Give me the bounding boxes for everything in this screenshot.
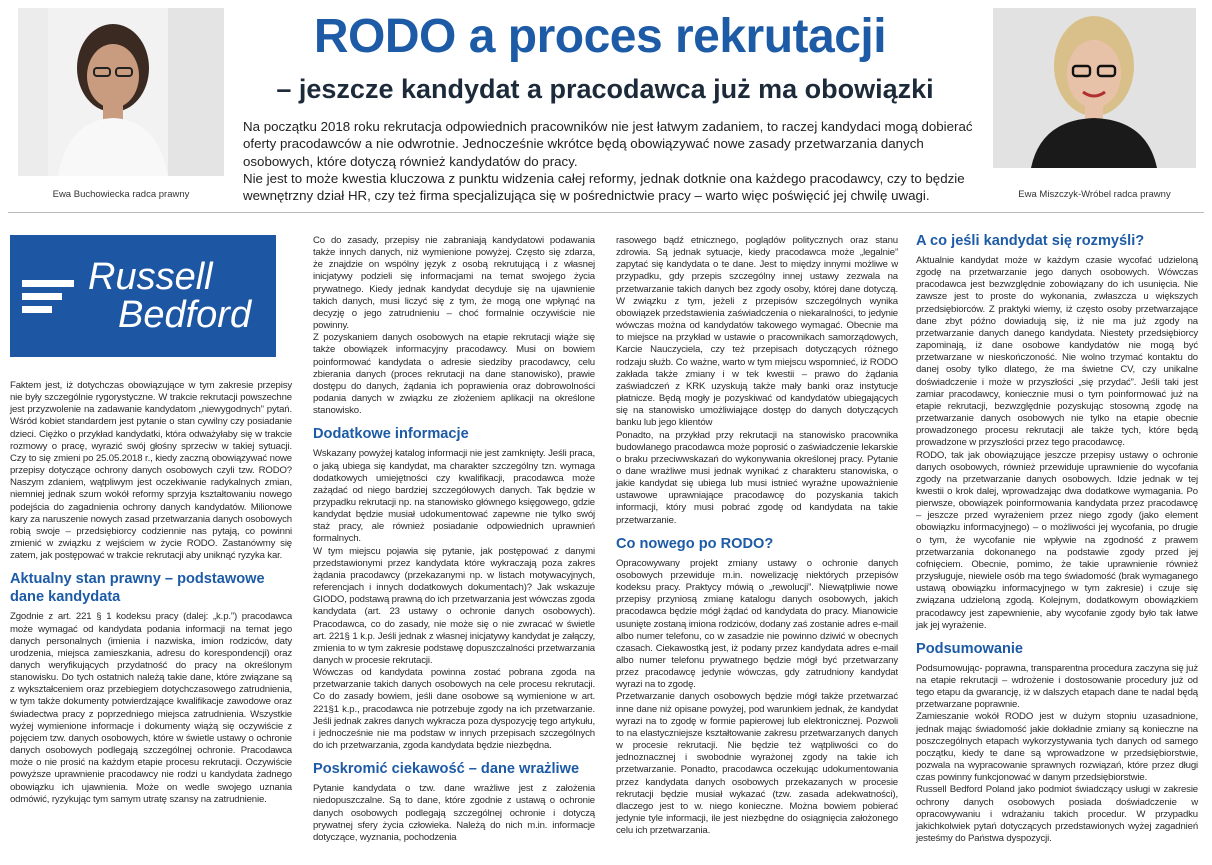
section-heading: Aktualny stan prawny – podstawowe dane kandydata [10, 571, 265, 606]
article-column-3 [616, 235, 898, 837]
body-paragraph: Zamieszanie wokół RODO jest w dużym stopniu uzasadnione, jednak mając świadomość jakie dokładnie zmiany są konieczne na poszczególnych etapach wykorzystywania tych danych od samego początku, kiedy te dane są wprowadzone w przedsiębiorstwie, pozwala na wypracowanie sprawnych rozwiązań, które przez długi czas powinny funkcjonować w danym przedsiębiorstwie. [916, 711, 1198, 784]
body-paragraph: Wówczas od kandydata powinna zostać pobrana zgoda na przetwarzanie takich danych osobowych na cele procesu rekrutacji. Co do zasady bowiem, jeśli dane osobowe są wymienione w art. 221§1 k.p., pracodawca nie potrzebuje zgody na ich przetwarzanie. Jeśli jednak zakres danych wykracza poza dyspozycję tego artykułu, i jednocześnie nie ma podstaw w innych przepisach szczególnych do ich przetwarzania, zgoda kandydata będzie niezbędna. [313, 667, 595, 752]
page-title: RODO a proces rekrutacji [313, 10, 887, 63]
body-paragraph: Podsumowując- poprawna, transparentna procedura zaczyna się już na etapie rekrutacji – wdrożenie i dostosowanie procedury już od tego etapu da gwarancję, iż w dalszych etapach dane te nadal będą przetwarzane poprawnie. [916, 662, 1198, 711]
body-paragraph: Co do zasady, przepisy nie zabraniają kandydatowi podawania także innych danych, niż wymienione powyżej. Często się zdarza, że znajdzie on wspólny język z osobą rekrutującą i z własnej inicjatywy podzieli się informacjami na temat swojego życia prywatnego. Kiedy jednak kandydat decyduje się na ujawnienie takich danych, musi liczyć się z tym, że mogą one wpłynąć na decyzję o jego zatrudnieniu – choć formalnie oczywiście nie powinny. [313, 235, 595, 332]
lead-text-1: Na początku 2018 roku rekrutacja odpowiednich pracowników nie jest łatwym zadaniem, to raczej kandydaci mogą dobierać oferty pracodawców a nie odwrotnie. Jednocześnie wkrótce będą obowiązywać nowe zasady przetwarzania danych osobowych, które dotyczą również kandydatów do pracy. [243, 119, 973, 169]
body-paragraph: Russell Bedford Poland jako podmiot świadczący usługi w zakresie ochrony danych osobowych posiada doświadczenie w opracowywaniu i wdrażaniu takich procedur. W przypadku jakichkolwiek pytań dotyczących przedstawionych wyżej zagadnień jesteśmy do Państwa dyspozycji. [916, 784, 1198, 845]
russell-bedford-logo [10, 235, 276, 357]
section-heading: Dodatkowe informacje [313, 426, 469, 443]
section-heading: A co jeśli kandydat się rozmyśli? [916, 233, 1145, 249]
divider [8, 212, 1204, 213]
body-paragraph: Zgodnie z art. 221 § 1 kodeksu pracy (dalej: „k.p.”) pracodawca może wymagać od kandydata podania informacji na temat jego danych personalnych (imienia i nazwiska, imion rodziców, daty urodzenia, miejsca zamieszkania, adresu do korespondencji) oraz danych weryfikujących przydatność do pracy na określonym stanowisku. Do tych ostatnich należą takie dane, które związane są z wykształceniem oraz przebiegiem dotychczasowego zatrudnienia, w tym także dokumenty potwierdzające kwalifikacje zawodowe oraz świadectwa pracy z poprzedniego miejsca zatrudnienia. Wszystkie wyżej wymienione informacje i dokumenty wiążą się oczywiście z pojęciem tzw. danych osobowych, które w świetle ustawy o ochronie danych osobowych podlegają szczególnej ochronie. Pracodawca może o nie prosić na każdym etapie procesu rekrutacji. Oczywiście powyższe uprawnienie pracodawcy nie rodzi u kandydata żadnego obowiązku ich ujawnienia. Może on wedle swojego uznania odmówić, ryzykując tym samym utratę szansy na zatrudnienie. [10, 611, 292, 805]
logo-wordmark [88, 258, 251, 334]
lead-text-2: Nie jest to może kwestia kluczowa z punktu widzenia całej reformy, jednak dotknie ona każdego pracodawcy, czy to będzie wewnętrzny dział HR, czy też firma specjalizująca się w pośrednictwie pracy – warto więc poświęcić jej chwilę uwagi. [243, 170, 965, 204]
page-subtitle: – jeszcze kandydat a pracodawca już ma obowiązki [276, 74, 934, 104]
section-heading: Poskromić ciekawość – dane wrażliwe [313, 761, 580, 778]
portrait-image [18, 8, 224, 176]
body-paragraph: Pytanie kandydata o tzw. dane wrażliwe jest z założenia niedopuszczalne. Są to dane, które zgodnie z ustawą o ochronie danych osobowych podlegają szczególnej ochronie i dotyczą prywatnej sfery życia człowieka. Należą do nich m.in. informacje dotyczące, wyznania, pochodzenia [313, 783, 595, 843]
author-photo-left [18, 8, 224, 176]
body-paragraph: Z pozyskaniem danych osobowych na etapie rekrutacji wiąże się także obowiązek informacyjny pracodawcy. Musi on bowiem poinformować kandydata o adresie siedziby pracodawcy, celu zbierania danych (proces rekrutacji na dane stanowisko), prawie dostępu do danych, żądania ich poprawienia oraz dobrowolności podania danych w związku ze złożeniem aplikacji na określone stanowisko. [313, 332, 595, 417]
body-paragraph: Aktualnie kandydat może w każdym czasie wycofać udzieloną zgodę na przetwarzanie jego danych osobowych. Wówczas pracodawca jest bezwzględnie zobowiązany do ich usunięcia. Nie zawsze jest to proste do wykonania, zwłaszcza u większych przedsiębiorców. Z praktyki wiemy, iż często osoby przetwarzające dane zbyt późno dowiadują się, iż nie ma już zgody na przetwarzanie danych danego kandydata. Niestety przedsiębiorcy zapominają, iż dane osobowe kandydatów nie mogą być przetwarzane w nieskończoność. Nie wolno trzymać kontaktu do danej osoby tylko dlatego, że ma świetne CV, czy unikalne doświadczenie i może w przyszłości „się przydać”. Jeśli taki jest zamiar pracodawcy, koniecznie musi o tym poinformować już na etapie rekrutacji, bezwzględnie pozyskując stosowną zgodę na przetwarzanie danych osobowych nie tylko na etapie obecnie prowadzonego procesu rekrutacji ale także tych, które będą prowadzone w przyszłości przez tego pracodawcę. [916, 255, 1198, 449]
body-paragraph: Faktem jest, iż dotychczas obowiązujące w tym zakresie przepisy nie były szczególnie rygorystyczne. W trakcie rekrutacji powszechne jest przyzwolenie na zadawanie kandydatom „niewygodnych” pytań. Wśród kobiet standardem jest pytanie o stan cywilny czy posiadanie dzieci. Ciężko o przykład kandydatki, która odważyłaby się w trakcie rozmowy o pracę, wyrazić swój głośny sprzeciw w takiej sytuacji. Czy to się zmieni po 25.05.2018 r., kiedy zaczną obowiązywać nowe przepisy dotyczące ochrony danych osobowych czyli tzw. RODO? Naszym zdaniem, wątpliwym jest oczekiwanie radykalnych zmian, niemniej jednak szum wokół reformy sprzyja kształtowaniu nowego podejścia do zagadnienia ochrony danych kandydatów. Milionowe kary za naruszenie nowych zasad przetwarzania danych osobowych robią swoje – przedsiębiorcy codziennie nas pytają, co powinni zmienić w związku z wejściem w życie RODO. Zastanówmy się zatem, jak postępować w trakcie rekrutacji aby uniknąć ryzyka kar. [10, 380, 292, 562]
author-photo-right [993, 8, 1196, 168]
author-caption-left: Ewa Buchowiecka radca prawny [52, 189, 190, 200]
section-heading: Podsumowanie [916, 640, 1024, 657]
logo-line-1: Russell [88, 256, 213, 298]
article-column-1 [10, 380, 292, 806]
logo-line-2: Bedford [118, 294, 252, 336]
logo-mark-icon [22, 280, 74, 313]
body-paragraph: Wskazany powyżej katalog informacji nie jest zamknięty. Jeśli praca, o jaką ubiega się kandydat, ma charakter szczególny tzn. wymaga dodatkowych umiejętności czy kwalifikacji, pracodawca może zażądać od niego bardziej szczegółowych danych. Tak będzie w przypadku rekrutacji np. na stanowisko głównego księgowego, gdzie kandydat będzie musiał udokumentować zapewne nie tylko swój staż pracy, ale również posiadanie odpowiednich uprawnień formalnych. [313, 448, 595, 545]
author-caption-right: Ewa Miszczyk-Wróbel radca prawny [1018, 189, 1171, 200]
section-heading: Co nowego po RODO? [616, 535, 774, 552]
body-paragraph: W tym miejscu pojawia się pytanie, jak postępować z danymi przedstawionymi przez kandydata które wykraczają poza zakres żądania pracodawcy (przekazanymi np. w listach motywacyjnych, referencjach i innych dodatkowych dokumentach)? Jak wskazuje GIODO, podstawą prawną do ich przetwarzania jest wówczas zgoda kandydata (art. 23 ustawy o ochronie danych osobowych). Pracodawca, co do zasady, nie może się o nie zwracać w świetle art. 221§ 1 k.p. Jeśli jednak z własnej inicjatywy kandydat je załączy, zmienia to w tym zakresie podstawę dopuszczalności przetwarzania danych w procesie rekrutacji. [313, 545, 595, 666]
body-paragraph: Opracowywany projekt zmiany ustawy o ochronie danych osobowych przewiduje m.in. nowelizację niektórych przepisów kodeksu pracy. Praktycy mówią o „rewolucji”. Niewątpliwie nowe przepisy przyniosą zmianę katalogu danych osobowych, jakich pracodawca będzie mógł żądać od kandydata do pracy. Mianowicie usunięte zostaną imiona rodziców, dodany zaś zostanie adres e-mail albo numer telefonu, co w zasadzie nie powinno dziwić w obecnych czasach. Ciekawostką jest, iż podany przez kandydata adres e-mail albo numer telefonu prywatnego będzie mógł być przetwarzany przez pracodawcę jedynie wówczas, gdy zatrudniony kandydat wyrazi na to zgodę. [616, 557, 898, 691]
article-column-4 [916, 232, 1198, 845]
body-paragraph: RODO, tak jak obowiązujące jeszcze przepisy ustawy o ochronie danych osobowych, również przewiduje uprawnienie do wycofania zgody na przetwarzanie danych osobowych. Idzie jednak w tej kwestii o krok dalej, wprowadzając dwa dodatkowe wymagania. Po pierwsze, obowiązek poinformowania kandydata przez pracodawcę – jeszcze przed wyrażeniem przez niego zgody (jako element obowiązku informacyjnego) – o możliwości jej wycofania, po drugie o tym, że wycofanie nie wpływie na zgodność z prawem przetwarzania dokonanego na podstawie zgody przed jej cofnięciem. Obecnie, pomimo, że takie uprawnienie również przysługuje, niewiele osób ma tego świadomość (brak wymaganego ustawą obowiązku informacyjnego w tym zakresie) i czuje się związana udzieloną zgodą. Kolejnym, dodatkowym obowiązkiem pracodawcy jest zapewnienie, aby wycofanie zgody było tak łatwe jak jej wyrażenie. [916, 449, 1198, 631]
article-column-2 [313, 235, 595, 844]
body-paragraph: Przetwarzanie danych osobowych będzie mógł także przetwarzać inne dane niż opisane powyżej, pod warunkiem jednak, że kandydat wyrazi na to zgodę w formie papierowej lub elektronicznej. Pozwoli to na elastyczniejsze kształtowanie zakresu przetwarzanych danych w procesie rekrutacji. Nie będzie też wątpliwości co do jednoznacznej i swobodnie wyrażonej zgody na takie ich przetwarzanie. Ponadto, pracodawca oczekując udokumentowania przez kandydata danych osobowych przekazanych w procesie rekrutacji będzie musiał wykazać (tzw. zasada adekwatności), dlaczego jest to w. niego konieczne. Można bowiem pobierać jedynie tyle informacji, ile jest niezbędne do osiągnięcia założonego celu ich przetwarzania. [616, 691, 898, 837]
body-paragraph: Ponadto, na przykład przy rekrutacji na stanowisko pracownika budowlanego pracodawca może poprosić o zaświadczenie lekarskie o braku przeciwwskazań do wykonywania określonej pracy. Pytanie o dane wrażliwe musi jednak wynikać z charakteru stanowiska, o jakie kandydat się ubiega lub musi istnieć wyraźne upoważnienie ustawowe uprawniające pracodawcę do pozyskania takich informacji, który musi pobrać zgodę od kandydata na takie przetwarzanie. [616, 429, 898, 526]
portrait-image [993, 8, 1196, 168]
lead-paragraph [243, 118, 973, 204]
body-paragraph: rasowego bądź etnicznego, poglądów politycznych oraz stanu zdrowia. Są jednak sytuacje, kiedy pracodawca może „legalnie” zapytać się kandydata o te dane. Jest to między innymi możliwe w przypadku, gdy przepis szczególny innej ustawy zezwala na przetwarzanie takich danych bez zgody osoby, której dane dotyczą. W związku z tym, jeżeli z przepisów szczególnych wynika obowiązek przedstawienia zaświadczenia o niekaralności, to jedynie wówczas można od kandydatów takowego wymagać. Obecnie ma to miejsce na przykład w ustawie o pracownikach samorządowych, Karcie Nauczyciela, czy też przepisach dotyczących różnego rodzaju służb. Co ważne, warto w tym miejscu wspomnieć, iż RODO zakłada także zmiany i w tek kwestii – prawo do żądania zaświadczeń z KRK uzyskują także mały banki oraz instytucje płatnicze. Będą mogły je pozyskiwać od kandydatów ubiegających się na stanowisko umożliwiające dostęp do danych dotyczących banku lub jego klientów [616, 235, 898, 429]
